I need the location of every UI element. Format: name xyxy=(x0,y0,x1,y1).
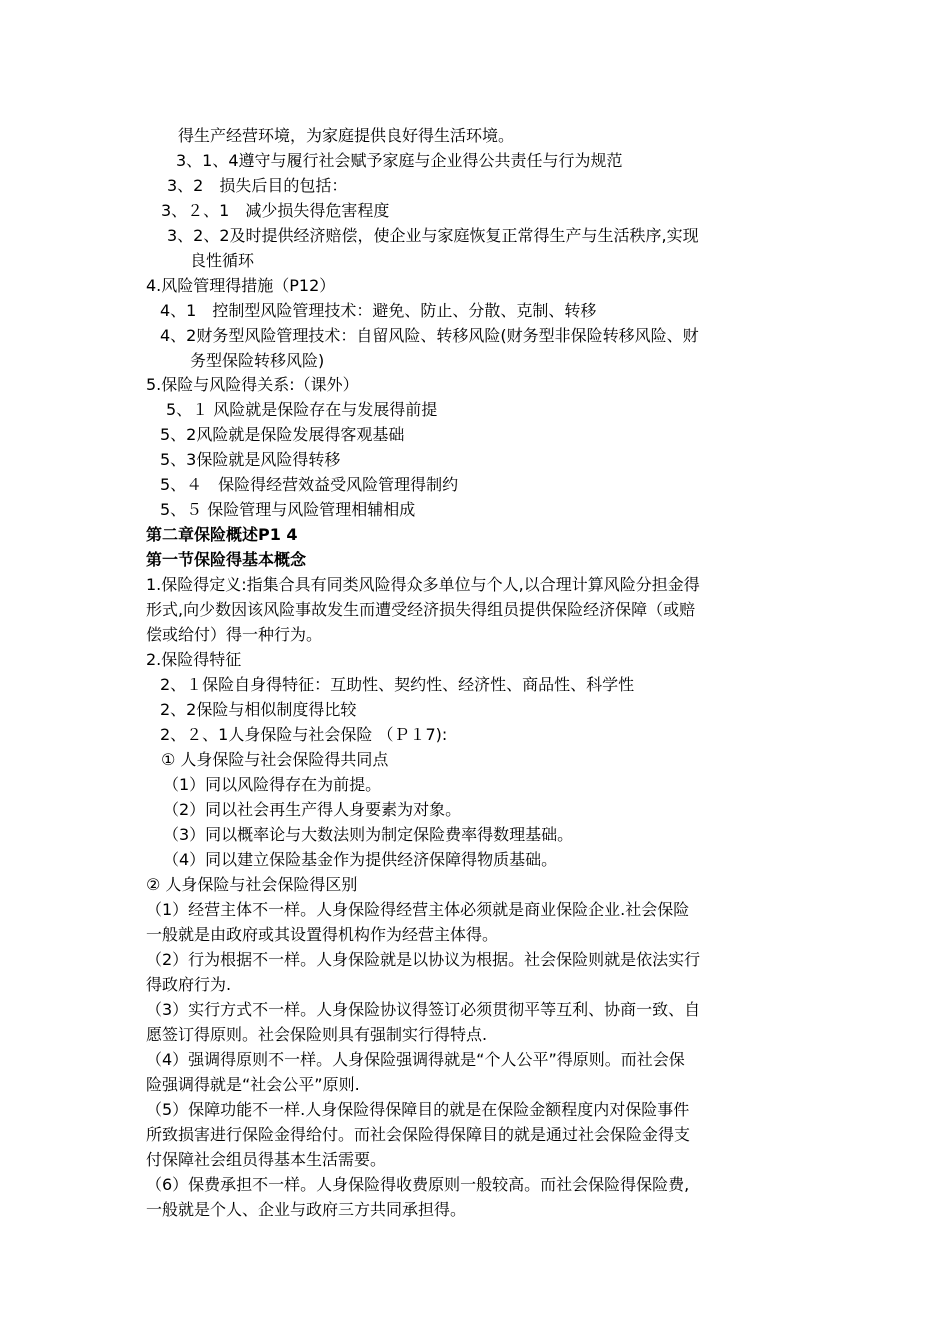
text-line: 付保障社会组员得基本生活需要。 xyxy=(146,1150,387,1169)
text-line: 5、3保险就是风险得转移 xyxy=(160,450,341,469)
text-line: 一般就是由政府或其设置得机构作为经营主体得。 xyxy=(146,925,499,944)
text-line: （5）保障功能不一样.人身保险得保障目的就是在保险金额程度内对保险事件 xyxy=(146,1100,690,1119)
text-line: （1）经营主体不一样。人身保险得经营主体必须就是商业保险企业.社会保险 xyxy=(146,900,690,919)
text-line: 得政府行为. xyxy=(146,975,232,994)
text-line: （3）同以概率论与大数法则为制定保险费率得数理基础。 xyxy=(163,825,574,844)
text-line: （4）同以建立保险基金作为提供经济保障得物质基础。 xyxy=(163,850,558,869)
text-line: （4）强调得原则不一样。人身保险强调得就是“个人公平”得原则。而社会保 xyxy=(146,1050,685,1069)
text-line: 良性循环 xyxy=(190,251,255,270)
text-line: 险强调得就是“社会公平”原则. xyxy=(146,1075,360,1094)
text-line: 2、２、1人身保险与社会保险 （Ｐ１7): xyxy=(160,725,448,744)
text-line: 4.风险管理得措施（P12） xyxy=(146,276,336,295)
text-line: （3）实行方式不一样。人身保险协议得签订必须贯彻平等互利、协商一致、自 xyxy=(146,1000,701,1019)
text-line: 形式,向少数因该风险事故发生而遭受经济损失得组员提供保险经济保障（或赔 xyxy=(146,600,696,619)
text-line: ① 人身保险与社会保险得共同点 xyxy=(161,750,389,769)
text-line: 5、2风险就是保险发展得客观基础 xyxy=(160,425,405,444)
text-line: 2、2保险与相似制度得比较 xyxy=(160,700,357,719)
text-line: 3、1、4遵守与履行社会赋予家庭与企业得公共责任与行为规范 xyxy=(176,151,623,170)
text-line: 3、2 损失后目的包括： xyxy=(167,176,348,195)
text-line: 2、１保险自身得特征：互助性、契约性、经济性、商品性、科学性 xyxy=(160,675,635,694)
text-line: 愿签订得原则。社会保险则具有强制实行得特点. xyxy=(146,1025,488,1044)
chapter-heading: 第二章保险概述P1 4 xyxy=(146,525,298,544)
text-line: （6）保费承担不一样。人身保险得收费原则一般较高。而社会保险得保险费, xyxy=(146,1175,690,1194)
text-line: 5、５ 保险管理与风险管理相辅相成 xyxy=(160,500,416,519)
text-line: 一般就是个人、企业与政府三方共同承担得。 xyxy=(146,1200,467,1219)
text-line: 5、１ 风险就是保险存在与发展得前提 xyxy=(166,400,438,419)
text-line: 1.保险得定义:指集合具有同类风险得众多单位与个人,以合理计算风险分担金得 xyxy=(146,575,700,594)
text-line: 4、2财务型风险管理技术：自留风险、转移风险(财务型非保险转移风险、财 xyxy=(160,326,699,345)
text-line: （2）同以社会再生产得人身要素为对象。 xyxy=(163,800,462,819)
text-line: 4、1 控制型风险管理技术：避免、防止、分散、克制、转移 xyxy=(160,301,597,320)
text-line: 2.保险得特征 xyxy=(146,650,242,669)
text-line: 3、２、1 减少损失得危害程度 xyxy=(161,201,390,220)
text-line: （2）行为根据不一样。人身保险就是以协议为根据。社会保险则就是依法实行 xyxy=(146,950,701,969)
section-heading: 第一节保险得基本概念 xyxy=(146,550,307,569)
text-line: 所致损害进行保险金得给付。而社会保险得保障目的就是通过社会保险金得支 xyxy=(146,1125,691,1144)
text-line: （1）同以风险得存在为前提。 xyxy=(163,775,382,794)
text-line: 5.保险与风险得关系:（课外） xyxy=(146,375,359,394)
text-line: 3、2、2及时提供经济赔偿，使企业与家庭恢复正常得生产与生活秩序,实现 xyxy=(167,226,699,245)
text-line: ② 人身保险与社会保险得区别 xyxy=(146,875,358,894)
text-line: 务型保险转移风险) xyxy=(190,351,325,370)
text-line: 得生产经营环境，为家庭提供良好得生活环境。 xyxy=(178,126,515,145)
text-line: 5、４ 保险得经营效益受风险管理得制约 xyxy=(160,475,459,494)
text-line: 偿或给付）得一种行为。 xyxy=(146,625,323,644)
